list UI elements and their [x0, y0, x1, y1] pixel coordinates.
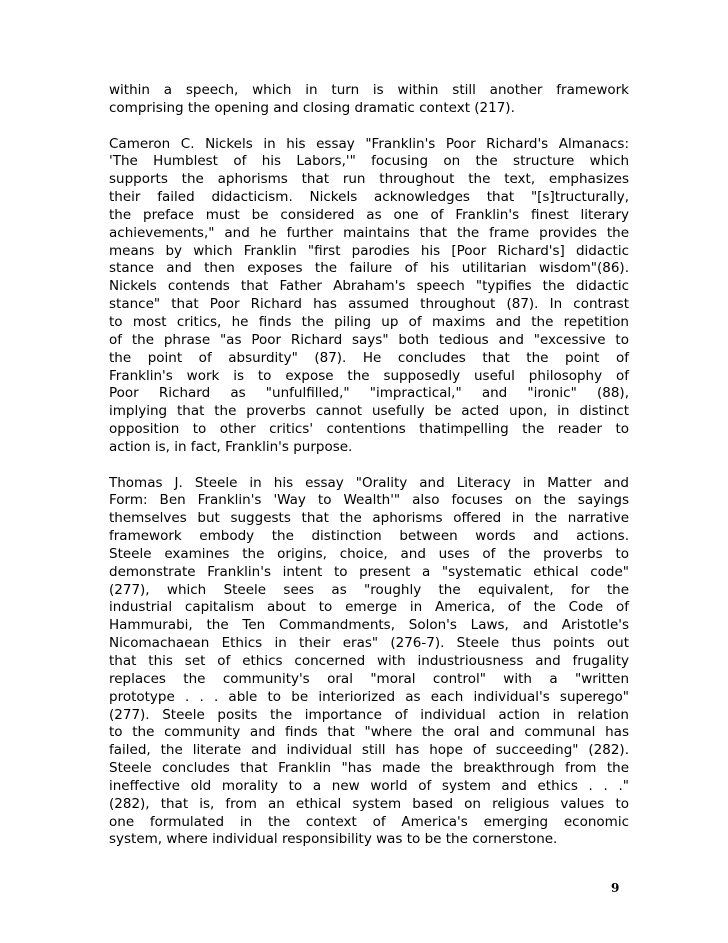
body-text — [109, 82, 629, 849]
text-line: one formulated in the context of America's emerging economic — [109, 813, 629, 830]
text-line: Franklin's work is to expose the supposedly useful philosophy of — [109, 367, 629, 384]
text-line: their failed didacticism. Nickels acknowledges that "[s]tructurally, — [109, 189, 629, 206]
text-line: ineffective old morality to a new world of system and ethics . . ." — [109, 777, 629, 794]
text-line: the preface must be considered as one of Franklin's finest literary — [109, 206, 629, 223]
text-line: Thomas J. Steele in his essay "Orality and Literacy in Matter and — [109, 474, 629, 491]
text-line: Nickels contends that Father Abraham's speech "typifies the didactic — [109, 278, 629, 295]
text-line: framework embody the distinction between words and actions. — [109, 528, 629, 545]
text-line: stance and then exposes the failure of his utilitarian wisdom"(86). — [109, 260, 629, 277]
text-line: achievements," and he further maintains that the frame provides the — [109, 224, 629, 241]
text-line: system, where individual responsibility was to be the cornerstone. — [109, 831, 558, 848]
text-line: comprising the opening and closing dramatic context (217). — [109, 99, 515, 116]
text-line: that this set of ethics concerned with industriousness and frugality — [109, 653, 629, 669]
text-line: industrial capitalism about to emerge in America, of the Code of — [109, 599, 629, 616]
text-line: the point of absurdity" (87). He concludes that the point of — [109, 349, 629, 366]
text-line: supports the aphorisms that run throughout the text, emphasizes — [109, 171, 629, 188]
text-line: within a speech, which in turn is within still another framework — [109, 82, 629, 98]
text-line: Steele examines the origins, choice, and uses of the proverbs to — [109, 545, 629, 562]
text-line: Cameron C. Nickels in his essay "Franklin's Poor Richard's Almanacs: — [109, 135, 629, 152]
page-number: 9 — [611, 881, 620, 895]
text-line: Poor Richard as "unfulfilled," "impractical," and "ironic" (88), — [109, 385, 629, 402]
text-line: stance" that Poor Richard has assumed throughout (87). In contrast — [109, 296, 629, 313]
text-line: to the community and finds that "where the oral and communal has — [109, 724, 629, 741]
paragraph-gap — [109, 457, 629, 475]
text-line: opposition to other critics' contentions thatimpelling the reader to — [109, 421, 629, 438]
text-line: of the phrase "as Poor Richard says" both tedious and "excessive to — [109, 331, 629, 348]
text-line: 'The Humblest of his Labors,'" focusing on the structure which — [109, 153, 629, 170]
text-line: Steele concludes that Franklin "has made the breakthrough from the — [109, 760, 629, 777]
text-line: implying that the proverbs cannot usefully be acted upon, in distinct — [109, 403, 629, 420]
text-line: Form: Ben Franklin's 'Way to Wealth'" also focuses on the sayings — [109, 492, 629, 509]
paragraph-gap — [109, 118, 629, 136]
text-line: failed, the literate and individual still has hope of succeeding" (282). — [109, 742, 629, 759]
text-line: Nicomachaean Ethics in their eras" (276-7). Steele thus points out — [109, 635, 629, 652]
text-line: action is, in fact, Franklin's purpose. — [109, 438, 353, 455]
text-line: prototype . . . able to be interiorized as each individual's superego" — [109, 688, 629, 705]
paragraph — [109, 475, 629, 850]
text-line: demonstrate Franklin's intent to present a "systematic ethical code" — [109, 563, 629, 580]
text-line: themselves but suggests that the aphorisms offered in the narrative — [109, 510, 629, 527]
text-line: to most critics, he finds the piling up of maxims and the repetition — [109, 313, 629, 330]
text-line: (277). Steele posits the importance of individual action in relation — [109, 706, 629, 723]
text-line: (277), which Steele sees as "roughly the equivalent, for the — [109, 581, 629, 598]
text-line: (282), that is, from an ethical system based on religious values to — [109, 795, 629, 812]
paragraph — [109, 82, 629, 118]
text-line: replaces the community's oral "moral control" with a "written — [109, 670, 629, 687]
text-line: means by which Franklin "first parodies his [Poor Richard's] didactic — [109, 242, 629, 259]
paragraph — [109, 136, 629, 457]
text-line: Hammurabi, the Ten Commandments, Solon's Laws, and Aristotle's — [109, 617, 629, 634]
